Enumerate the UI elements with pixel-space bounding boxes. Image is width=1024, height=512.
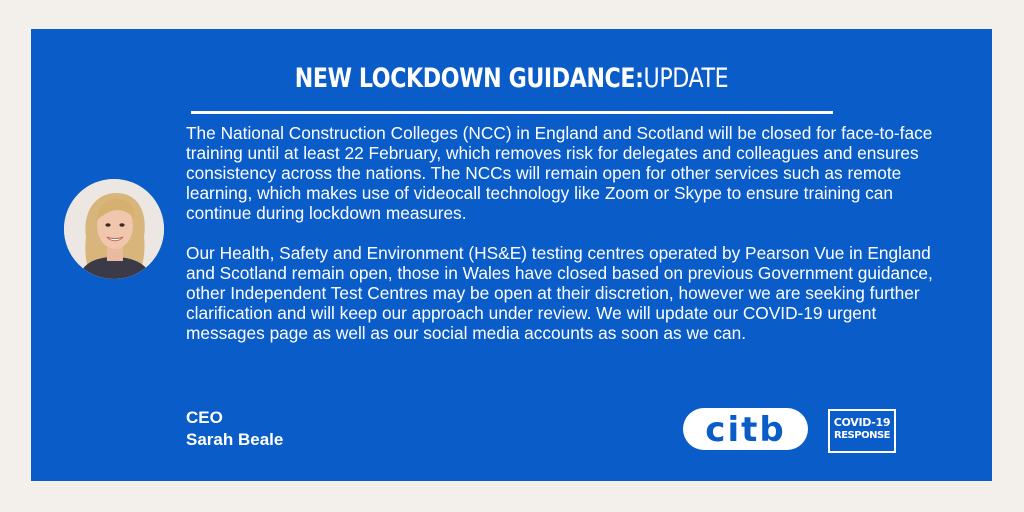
announcement-panel [31, 29, 992, 481]
logo-text: citb [705, 410, 786, 450]
citb-logo-icon [682, 405, 809, 451]
badge-line-2: RESPONSE [834, 430, 890, 441]
portrait-photo-icon [64, 179, 164, 279]
signature-name: Sarah Beale [186, 430, 284, 449]
paragraph-hse: Our Health, Safety and Environment (HS&E) testing centres operated by Pearson Vue in England and Scotland remain open, those in Wales have closed based on previous Government guidance, other Independent Test Centres may be open at their discretion, however we are seeking further clarification and will keep our approach under review. We will update our COVID-19 urgent messages page as well as our social media accounts as soon as we can. [186, 243, 933, 343]
title-light: UPDATE [643, 63, 729, 94]
signature-role: CEO [186, 408, 223, 427]
avatar [64, 179, 164, 279]
signature [186, 407, 283, 451]
covid-19-response-badge [828, 409, 896, 453]
title-bold: NEW LOCKDOWN GUIDANCE: [294, 63, 644, 94]
badge-line-1: COVID-19 [833, 416, 891, 429]
page-title [117, 63, 905, 94]
body-text [186, 123, 946, 363]
title-underline [191, 111, 833, 114]
paragraph-ncc: The National Construction Colleges (NCC) in England and Scotland will be closed for face-to-face training until at least 22 February, which removes risk for delegates and colleagues and ensures consistency across the nations. The NCCs will remain open for other services such as remote learning, which makes use of videocall technology like Zoom or Skype to ensure training can continue during lockdown measures. [186, 123, 933, 223]
